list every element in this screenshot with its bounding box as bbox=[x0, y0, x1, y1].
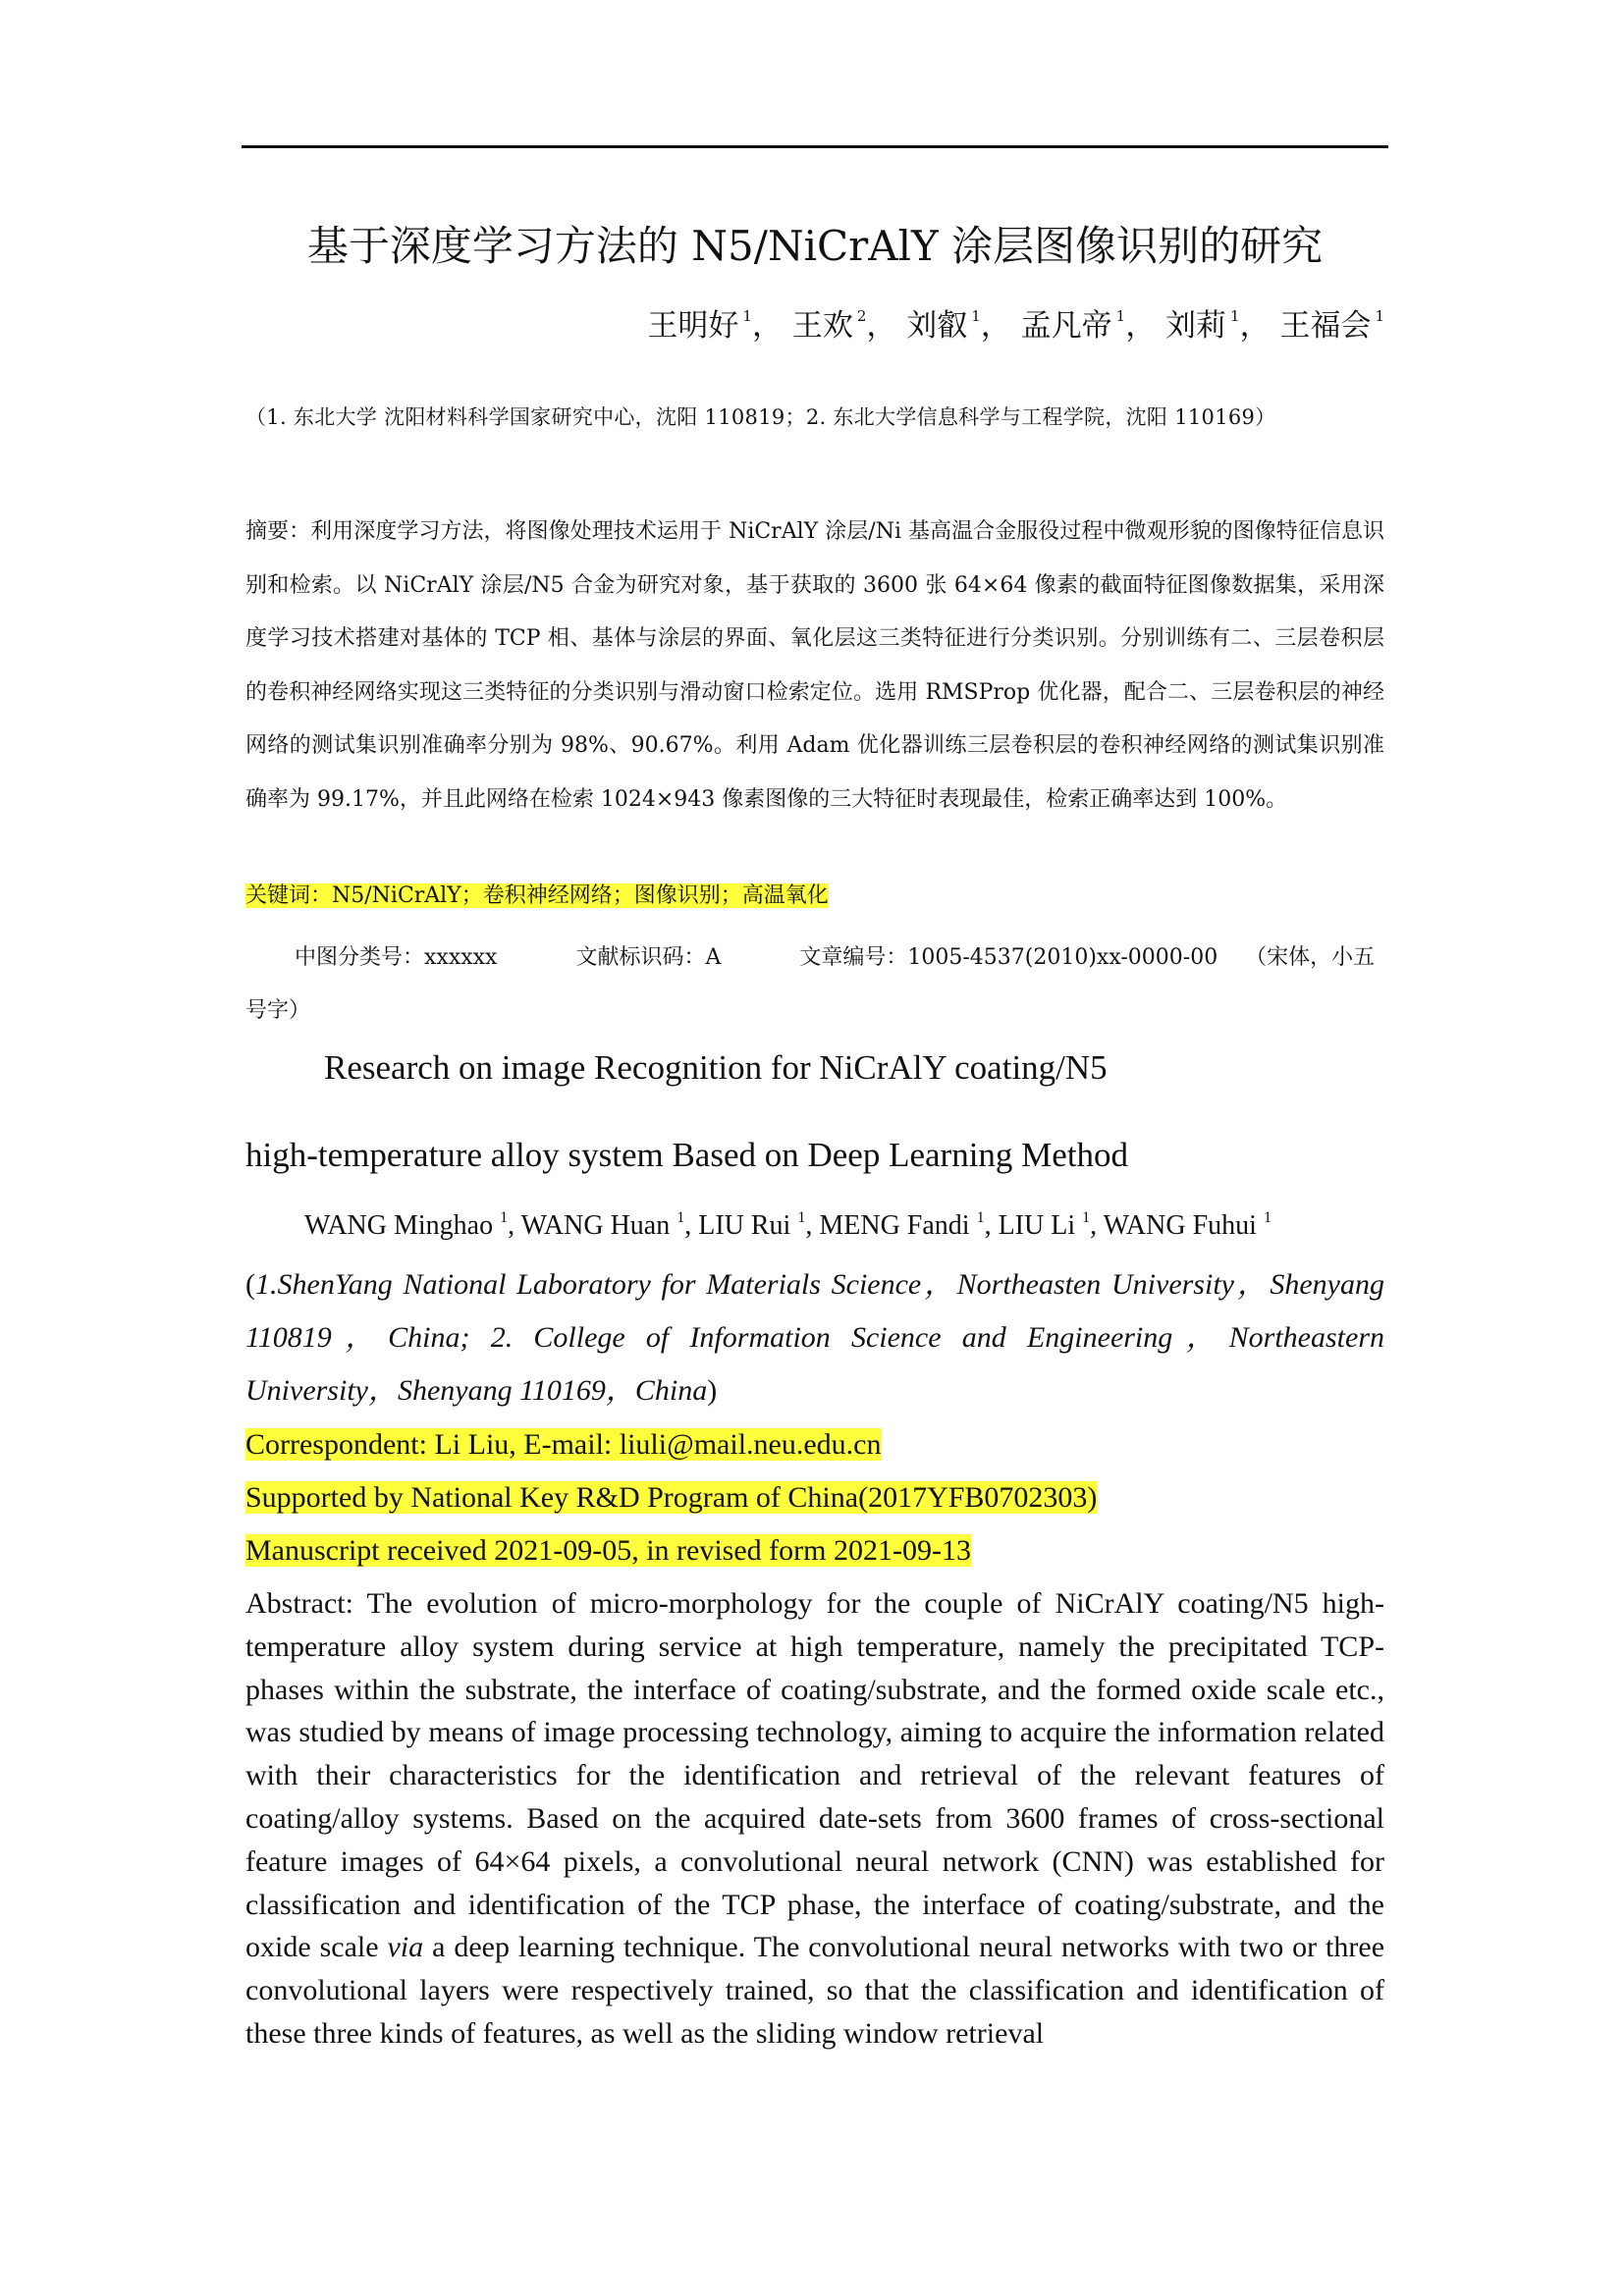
chinese-keywords bbox=[245, 877, 1384, 916]
english-affiliation: (1.ShenYang National Laboratory for Materials Science，Northeasten University，Shenyang 110819，China; 2. College of Information Science and Engineering，Northeastern University，Shenyang 110169，China) bbox=[245, 1268, 1384, 1407]
author-en: WANG Minghao $^1$ bbox=[304, 1209, 509, 1241]
manuscript-dates-line: Manuscript received 2021-09-05, in revised form 2021-09-13 bbox=[245, 1534, 971, 1567]
header-rule bbox=[242, 145, 1388, 148]
chinese-title: 基于深度学习方法的 N5/NiCrAlY 涂层图像识别的研究 bbox=[306, 222, 1324, 270]
funding-line: Supported by National Key R&D Program of China(2017YFB0702303) bbox=[245, 1481, 1098, 1514]
author-cn: 刘莉 $^1$ bbox=[1165, 307, 1240, 344]
correspondent-line: Correspondent: Li Liu, E-mail: liuli@mail.neu.edu.cn bbox=[245, 1428, 882, 1461]
author-cn: 王明好 $^1$ bbox=[647, 307, 752, 344]
author-cn: 王福会 $^1$ bbox=[1279, 307, 1384, 344]
english-authors: WANG Minghao $^1$, WANG Huan $^1$, LIU Rui $^1$, MENG Fandi $^1$, LIU Li $^1$, WANG Fuhui $^1$ bbox=[304, 1209, 1271, 1241]
author-en: WANG Fuhui $^1$ bbox=[1103, 1209, 1271, 1241]
author-en: LIU Li $^1$ bbox=[998, 1209, 1091, 1241]
author-cn: 刘叡 $^1$ bbox=[906, 307, 981, 344]
english-title-line-2: high-temperature alloy system Based on Deep Learning Method bbox=[245, 1136, 1129, 1174]
chinese-abstract: 摘要：利用深度学习方法，将图像处理技术运用于 NiCrAlY 涂层/Ni 基高温合金服役过程中微观形貌的图像特征信息识别和检索。以 NiCrAlY 涂层/N5 合金为研究对象，基于获取的 3600 张 64×64 像素的截面特征图像数据集，采用深度学习技术搭建对基体的 TCP 相、基体与涂层的界面、氧化层这三类特征进行分类识别。分别训练有二、三层卷积层的卷积神经网络实现这三类特征的分类识别与滑动窗口检索定位。选用 RMSProp 优化器，配合二、三层卷积层的神经网络的测试集识别准确率分别为 98%、90.67%。利用 Adam 优化器训练三层卷积层的卷积神经网络的测试集识别准确率为 99.17%，并且此网络在检索 1024×943 像素图像的三大特征时表现最佳，检索正确率达到 100%。 bbox=[245, 519, 1384, 812]
author-cn: 孟凡帝 $^1$ bbox=[1020, 307, 1126, 344]
article-number: 文章编号：1005-4537(2010)xx-0000-00 bbox=[799, 945, 1218, 970]
clc-number: 中图分类号：xxxxxx bbox=[295, 945, 498, 970]
english-title-line-1: Research on image Recognition for NiCrAlY coating/N5 bbox=[324, 1048, 1108, 1087]
document-code: 文献标识码：A bbox=[575, 945, 722, 970]
keywords-highlight: 关键词：N5/NiCrAlY；卷积神经网络；图像识别；高温氧化 bbox=[245, 883, 829, 908]
author-en: MENG Fandi $^1$ bbox=[819, 1209, 985, 1241]
english-abstract: Abstract: The evolution of micro-morphology for the couple of NiCrAlY coating/N5 high-temperature alloy system during service at high temperature, namely the precipitated TCP-phases within the substrate, the interface of coating/substrate, and the formed oxide scale etc., was studied by means of image processing technology, aiming to acquire the information related with their characteristics for the identification and retrieval of the relevant features of coating/alloy systems. Based on the acquired date-sets from 3600 frames of cross-sectional feature images of 64×64 pixels, a convolutional neural network (CNN) was established for classification and identification of the TCP phase, the interface of coating/substrate, and the oxide scale via a deep learning technique. The convolutional neural networks with two or three convolutional layers were respectively trained, so that the classification and identification of these three kinds of features, as well as the sliding window retrieval bbox=[245, 1587, 1385, 2050]
author-en: WANG Huan $^1$ bbox=[520, 1209, 685, 1241]
author-cn: 王欢 $^2$ bbox=[791, 307, 867, 344]
classification-line bbox=[245, 932, 1384, 1038]
font-note: （宋体，小五号字） bbox=[245, 945, 1376, 1023]
author-en: LIU Rui $^1$ bbox=[698, 1209, 806, 1241]
chinese-authors: 王明好 $^1$， 王欢 $^2$， 刘叡 $^1$， 孟凡帝 $^1$， 刘莉 $^1$， 王福会 $^1$ bbox=[647, 307, 1384, 344]
chinese-affiliation: （1. 东北大学 沈阳材料科学国家研究中心，沈阳 110819；2. 东北大学信息科学与工程学院，沈阳 110169） bbox=[245, 405, 1276, 429]
